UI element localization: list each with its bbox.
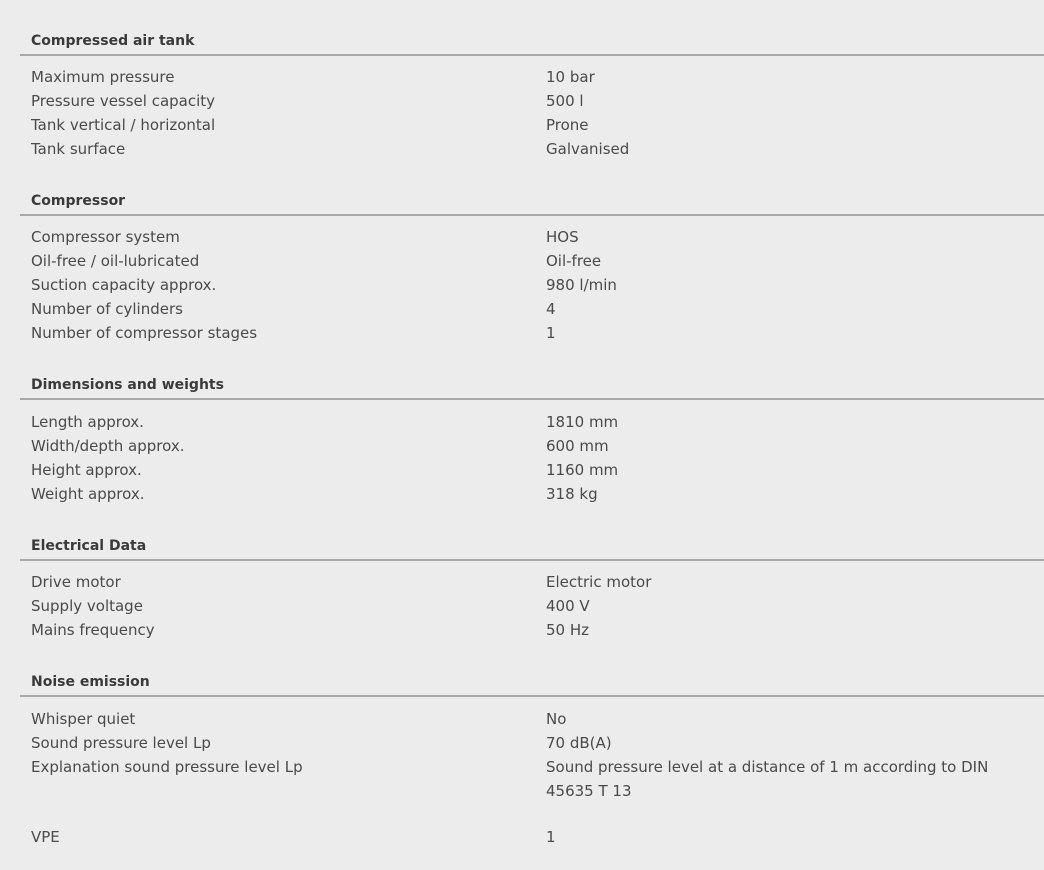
spec-value: Oil-free [546, 252, 602, 270]
spec-value: 1160 mm [546, 461, 619, 479]
spec-value: 600 mm [546, 437, 609, 455]
section-divider [20, 398, 1044, 400]
spec-label: Oil-free / oil-lubricated [31, 252, 200, 270]
section-divider [20, 214, 1044, 216]
spec-row [20, 297, 1044, 321]
section-title: Dimensions and weights [31, 377, 224, 393]
spec-row [20, 249, 1044, 273]
spec-row [20, 113, 1044, 137]
spec-label: Supply voltage [31, 597, 143, 615]
spec-label: Tank surface [31, 140, 126, 158]
spec-value: HOS [546, 228, 579, 246]
spec-label: Explanation sound pressure level Lp [31, 758, 303, 776]
spec-label: Number of compressor stages [31, 324, 258, 342]
spec-value: 400 V [546, 597, 590, 615]
spec-value: 10 bar [546, 68, 595, 86]
spec-value: Sound pressure level at a distance of 1 m according to DIN 45635 T 13 [546, 758, 989, 800]
spec-row [20, 410, 1044, 434]
section-divider [20, 695, 1044, 697]
spec-label: Drive motor [31, 573, 121, 591]
section-title: Compressed air tank [31, 33, 195, 49]
spec-row [20, 89, 1044, 113]
spec-value: 318 kg [546, 485, 598, 503]
spec-row [20, 321, 1044, 345]
section-title: Noise emission [31, 674, 150, 690]
spec-value: 1810 mm [546, 413, 619, 431]
spec-value: 50 Hz [546, 621, 590, 639]
spec-label: Suction capacity approx. [31, 276, 217, 294]
spec-value: No [546, 710, 567, 728]
spec-row [20, 570, 1044, 594]
spec-row [20, 755, 1044, 800]
spec-row [20, 618, 1044, 642]
spec-value: Electric motor [546, 573, 652, 591]
spec-label: Pressure vessel capacity [31, 92, 216, 110]
spec-value: 4 [546, 300, 556, 318]
spec-label: Maximum pressure [31, 68, 175, 86]
spec-row [20, 594, 1044, 618]
section-title: Electrical Data [31, 538, 147, 554]
spec-row [20, 482, 1044, 506]
section-divider [20, 559, 1044, 561]
spec-row [20, 707, 1044, 731]
spec-label: Length approx. [31, 413, 144, 431]
spec-value: 70 dB(A) [546, 734, 612, 752]
spec-label: Height approx. [31, 461, 142, 479]
spec-row [20, 434, 1044, 458]
spec-value: 500 l [546, 92, 584, 110]
spec-label: VPE [31, 828, 60, 846]
spec-row [20, 825, 1044, 849]
spec-value: 980 l/min [546, 276, 617, 294]
spec-row [20, 731, 1044, 755]
spec-label: Mains frequency [31, 621, 155, 639]
spec-label: Whisper quiet [31, 710, 136, 728]
section-title: Compressor [31, 193, 126, 209]
spec-label: Tank vertical / horizontal [31, 116, 216, 134]
spec-value: 1 [546, 324, 556, 342]
spec-label: Number of cylinders [31, 300, 183, 318]
spec-value: 1 [546, 828, 556, 846]
spec-label: Sound pressure level Lp [31, 734, 211, 752]
spec-value: Galvanised [546, 140, 630, 158]
spec-value: Prone [546, 116, 589, 134]
spec-label: Width/depth approx. [31, 437, 185, 455]
spec-row [20, 65, 1044, 89]
section-divider [20, 54, 1044, 56]
spec-label: Weight approx. [31, 485, 145, 503]
spec-row [20, 458, 1044, 482]
spec-label: Compressor system [31, 228, 180, 246]
spec-row [20, 273, 1044, 297]
spec-row [20, 225, 1044, 249]
spec-row [20, 137, 1044, 161]
